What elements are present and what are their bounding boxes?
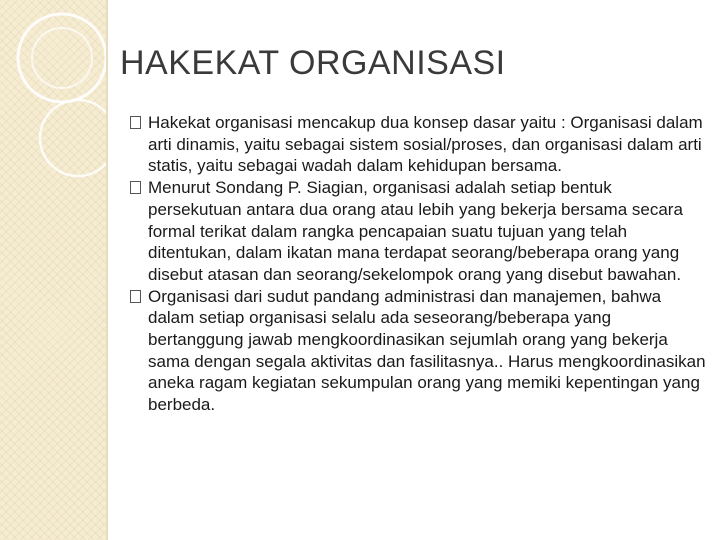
- slide-title: HAKEKAT ORGANISASI: [120, 44, 506, 82]
- bullet-item: [130, 177, 710, 286]
- bullet-item: [130, 286, 710, 416]
- strip-divider: [106, 0, 108, 540]
- decorative-side-strip: [0, 0, 106, 540]
- bullet-box-icon: [130, 290, 141, 303]
- bullet-box-icon: [130, 181, 141, 194]
- bullet-text: Organisasi dari sudut pandang administrasi dan manajemen, bahwa dalam setiap organisasi selalu ada seseorang/beberapa yang bertanggung jawab mengkoordinasikan sejumlah orang yang bekerja sama dengan segala aktivitas dan fasilitasnya.. Harus mengkoordinasikan aneka ragam kegiatan sekumpulan orang yang memiki kepentingan yang berbeda.: [148, 286, 706, 415]
- bullet-text: Menurut Sondang P. Siagian, organisasi adalah setiap bentuk persekutuan antara dua orang atau lebih yang bekerja bersama secara formal terikat dalam rangka pencapaian suatu tujuan yang telah ditentukan, dalam ikatan mana terdapat seorang/beberapa orang yang disebut atasan dan seorang/sekelompok orang yang disebut bawahan.: [148, 178, 683, 284]
- bullet-item: [130, 112, 710, 177]
- slide-body: [130, 112, 710, 416]
- bullet-text: Hakekat organisasi mencakup dua konsep dasar yaitu : Organisasi dalam arti dinamis, yaitu sebagai sistem sosial/proses, dan organisasi dalam arti statis, yaitu sebagai wadah dalam kehidupan bersama.: [148, 113, 703, 176]
- bullet-box-icon: [130, 116, 141, 129]
